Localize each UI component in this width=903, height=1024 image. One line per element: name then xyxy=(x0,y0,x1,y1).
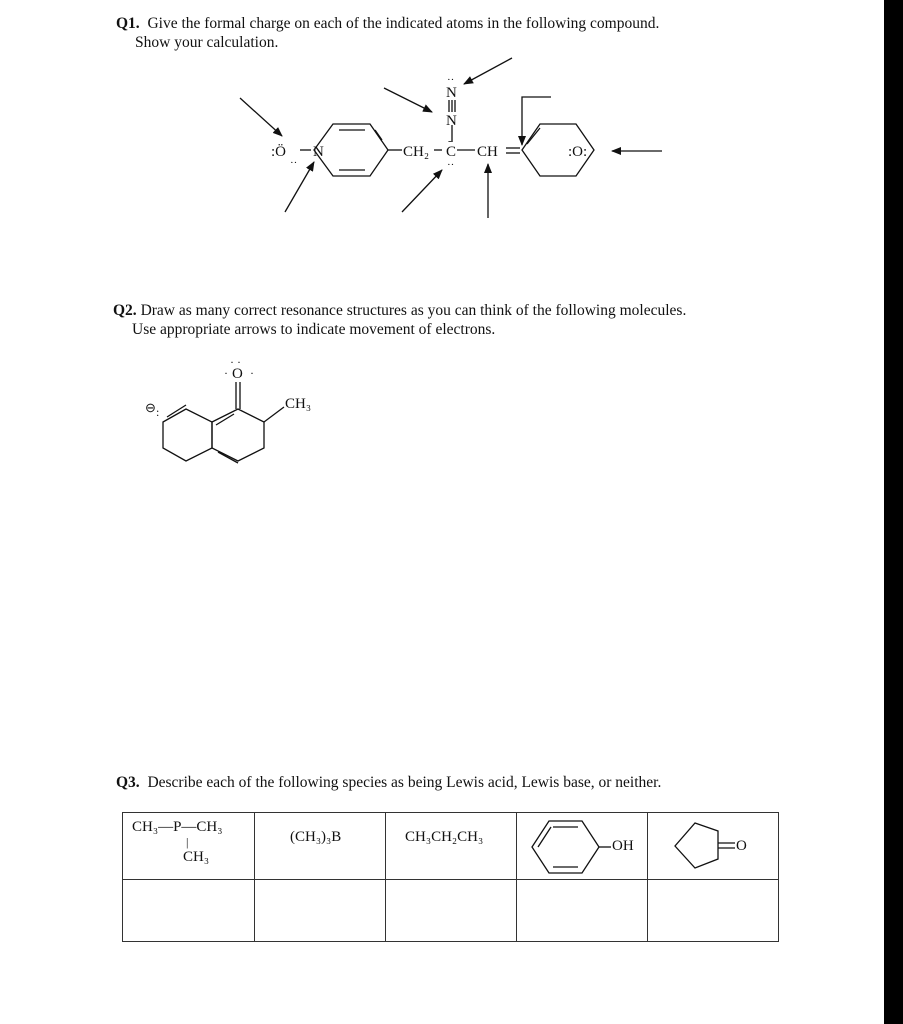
answer-cell-5[interactable] xyxy=(648,880,779,942)
answer-cell-4[interactable] xyxy=(517,880,648,942)
q3-prompt xyxy=(116,773,661,792)
phosphine-top: CH₃—P—CH₃ xyxy=(132,819,223,835)
ch2-label: CH₂ xyxy=(403,144,430,160)
arrow-nitrogen-ring xyxy=(285,162,314,212)
o-left-label: :Ö xyxy=(271,144,286,160)
phenol-oh: OH xyxy=(612,838,634,854)
arrow-nitrogen-mid xyxy=(384,88,432,112)
n-ring-label: N xyxy=(313,144,324,160)
answer-cell-2[interactable] xyxy=(255,880,386,942)
answer-cell-1[interactable] xyxy=(123,880,255,942)
carbonyl-oxygen: O xyxy=(232,366,243,382)
n-top-label: N xyxy=(446,85,457,101)
propane-label: CH₃CH₂CH₃ xyxy=(405,829,484,845)
oxygen-lone-pair-left: · xyxy=(224,366,228,380)
q2-line2: Use appropriate arrows to indicate movement of electrons. xyxy=(132,321,496,338)
q2-prompt xyxy=(113,301,686,339)
c-center-label: C xyxy=(446,144,457,160)
answer-cell-3[interactable] xyxy=(386,880,517,942)
o-right-label: :O: xyxy=(568,144,588,160)
cell-propane xyxy=(386,813,517,880)
cyclopentanone-ring xyxy=(648,813,778,879)
methyl-label: CH₃ xyxy=(285,396,312,412)
c-top-dash: - xyxy=(448,135,452,147)
ketone-oxygen: O xyxy=(736,838,747,854)
n-mid-label: N xyxy=(446,113,457,129)
table-row-answers xyxy=(123,880,779,942)
oxygen-lone-pair-top: · · xyxy=(230,355,241,369)
lewis-table xyxy=(122,812,779,942)
cell-trimethylborane xyxy=(255,813,386,880)
q2-line1: Draw as many correct resonance structures as you can think of the following molecules. xyxy=(140,302,687,319)
q3-line1: Describe each of the following species as being Lewis acid, Lewis base, or neither. xyxy=(147,774,662,791)
negative-charge: ⊖ xyxy=(145,400,156,415)
n-top-lone-pair: ·· xyxy=(447,74,455,86)
carbanion-lone-pair: : xyxy=(156,405,160,419)
q1-line1: Give the formal charge on each of the indicated atoms in the following compound. xyxy=(147,15,660,32)
arrow-ring-carbon xyxy=(522,97,551,145)
borane-label: (CH₃)₃B xyxy=(290,829,342,845)
q3-number: Q3. xyxy=(116,774,140,791)
oxygen-lone-pair-right: · xyxy=(250,366,254,380)
table-row-species xyxy=(123,813,779,880)
phosphine-bond: | xyxy=(186,835,189,849)
q1-number: Q1. xyxy=(116,15,140,32)
arrow-oxygen-left xyxy=(240,98,282,136)
cell-trimethylphosphine xyxy=(123,813,255,880)
arrow-nitrogen-top xyxy=(464,58,512,84)
q2-number: Q2. xyxy=(113,302,137,319)
c-lone-pair: ·· xyxy=(447,159,455,171)
o-left-lone-pair: ·· xyxy=(290,157,298,169)
q1-structure xyxy=(0,0,884,300)
cell-cyclopentanone xyxy=(648,813,779,880)
ch-label: CH xyxy=(477,144,498,160)
q1-line2: Show your calculation. xyxy=(135,34,279,51)
q2-structure xyxy=(0,350,884,480)
phosphine-bottom: CH₃ xyxy=(183,849,210,865)
arrow-carbon-center xyxy=(402,170,442,212)
left-ring xyxy=(163,409,212,461)
cell-phenol xyxy=(517,813,648,880)
